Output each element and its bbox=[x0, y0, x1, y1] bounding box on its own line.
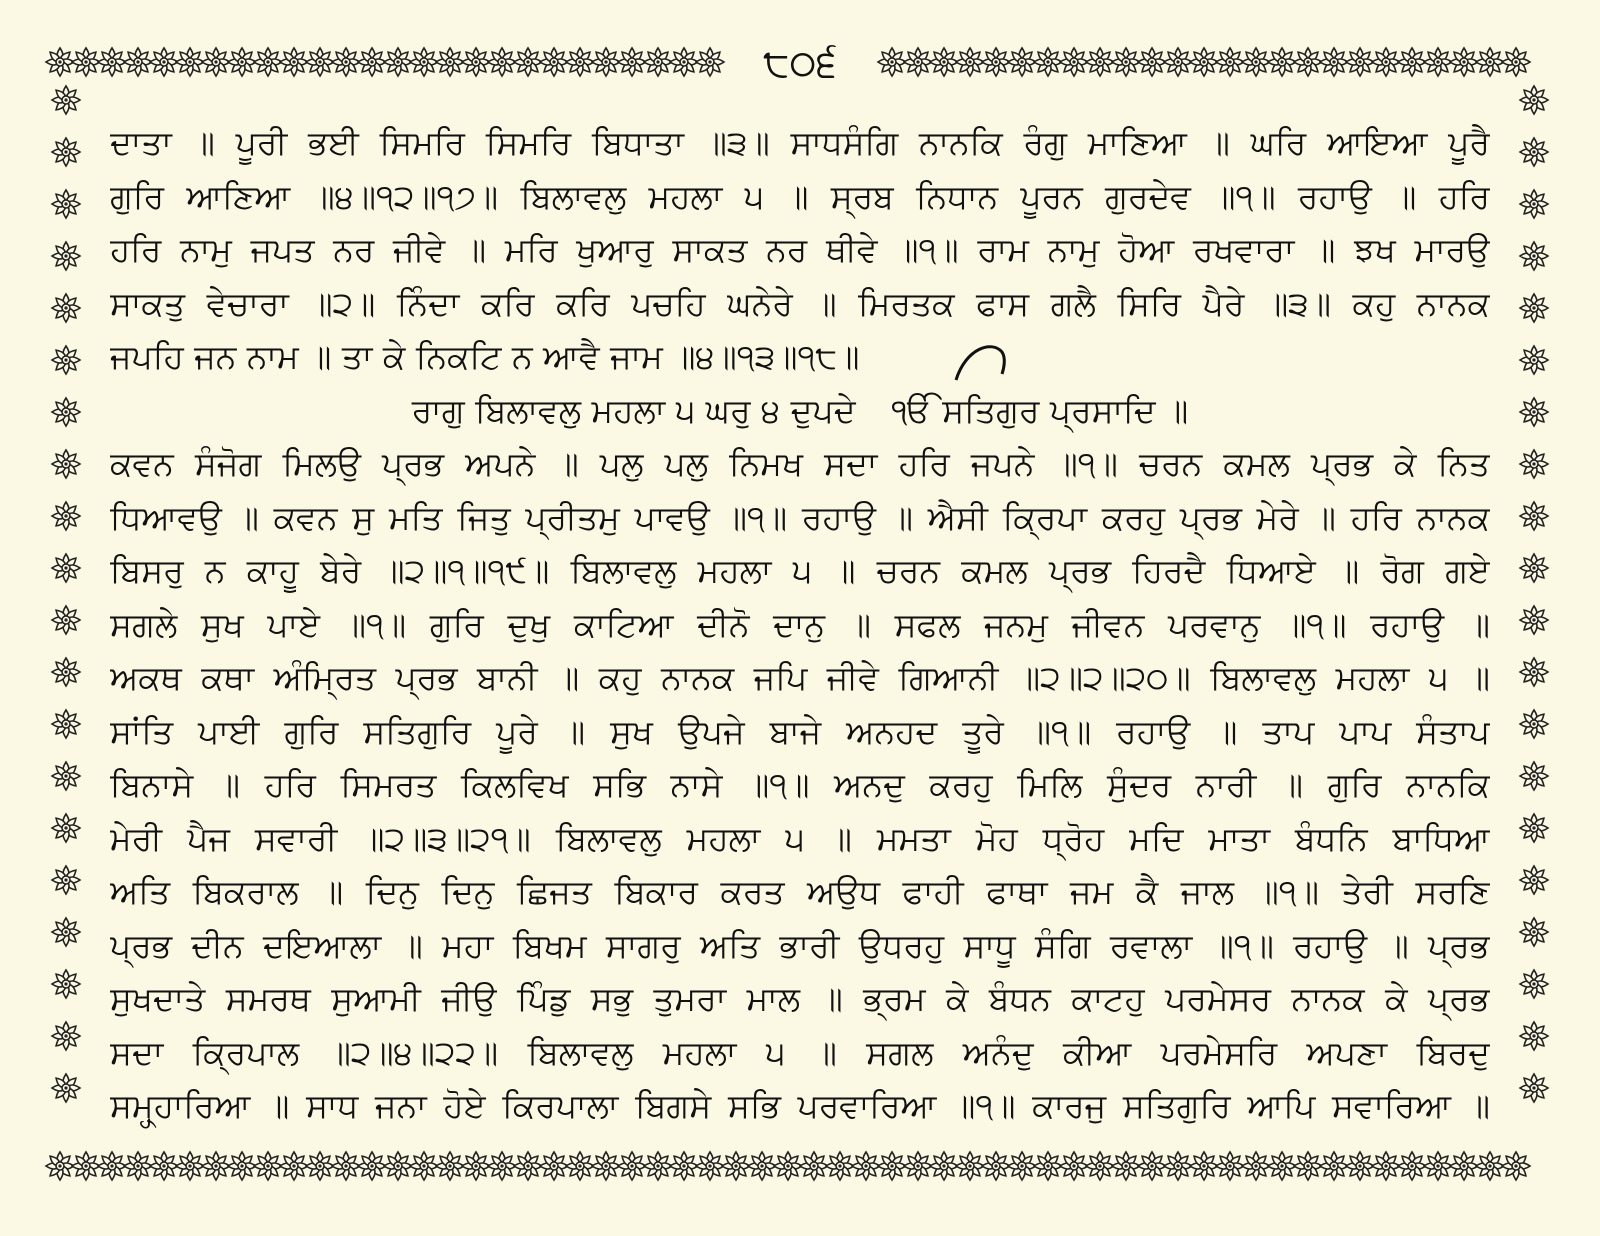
flower-ornament bbox=[228, 1152, 256, 1180]
flower-ornament bbox=[1216, 1152, 1244, 1180]
flower-ornament bbox=[670, 1152, 698, 1180]
flower-ornament bbox=[696, 1152, 724, 1180]
flower-ornament bbox=[1164, 48, 1192, 76]
flower-ornament bbox=[982, 1152, 1010, 1180]
flower-ornament bbox=[930, 48, 958, 76]
flower-ornament bbox=[410, 48, 438, 76]
flower-ornament bbox=[280, 1152, 308, 1180]
flower-ornament bbox=[1060, 48, 1088, 76]
flower-ornament bbox=[176, 48, 204, 76]
flower-ornament bbox=[52, 970, 80, 998]
flower-ornament bbox=[1424, 48, 1452, 76]
flower-ornament bbox=[540, 48, 568, 76]
flower-ornament bbox=[46, 48, 74, 76]
flower-ornament bbox=[52, 138, 80, 166]
page-number: ੮੦੬ bbox=[763, 40, 837, 86]
flower-ornament bbox=[1086, 1152, 1114, 1180]
flower-ornament bbox=[1520, 138, 1548, 166]
flower-ornament bbox=[1008, 1152, 1036, 1180]
flower-ornament bbox=[618, 48, 646, 76]
text-line: ਗੁਰਿ ਆਣਿਆ ॥੪॥੧੨॥੧੭॥ ਬਿਲਾਵਲੁ ਮਹਲਾ ੫ ॥ ਸ੍ਰਬ ਨਿਧਾਨ ਪੂਰਨ ਗੁਰਦੇਵ ॥੧॥ ਰਹਾਉ ॥ ਹਰਿ bbox=[110, 176, 1490, 216]
flower-ornament bbox=[1502, 48, 1530, 76]
flower-ornament bbox=[52, 502, 80, 530]
flower-ornament bbox=[904, 1152, 932, 1180]
flower-ornament bbox=[1294, 48, 1322, 76]
flower-ornament bbox=[1520, 190, 1548, 218]
flower-ornament bbox=[722, 1152, 750, 1180]
flower-ornament bbox=[1450, 48, 1478, 76]
flower-ornament bbox=[98, 1152, 126, 1180]
flower-ornament bbox=[800, 1152, 828, 1180]
flower-ornament bbox=[52, 658, 80, 686]
flower-ornament bbox=[306, 48, 334, 76]
flower-ornament bbox=[52, 814, 80, 842]
raag-heading: ਰਾਗੁ ਬਿਲਾਵਲੁ ਮਹਲਾ ੫ ਘਰੁ ੪ ਦੁਪਦੇ bbox=[411, 390, 856, 430]
flower-ornament bbox=[52, 346, 80, 374]
text-line: ਪ੍ਰਭ ਦੀਨ ਦਇਆਲਾ ॥ ਮਹਾ ਬਿਖਮ ਸਾਗਰੁ ਅਤਿ ਭਾਰੀ ਉਧਰਹੁ ਸਾਧੂ ਸੰਗਿ ਰਵਾਲਾ ॥੧॥ ਰਹਾਉ ॥ ਪ੍ਰਭ bbox=[110, 925, 1490, 965]
flower-ornament bbox=[1520, 710, 1548, 738]
flower-ornament bbox=[488, 1152, 516, 1180]
flower-ornament bbox=[1520, 814, 1548, 842]
flower-ornament bbox=[514, 48, 542, 76]
flower-ornament bbox=[384, 1152, 412, 1180]
flower-ornament bbox=[904, 48, 932, 76]
flower-ornament bbox=[1476, 48, 1504, 76]
flower-ornament bbox=[514, 1152, 542, 1180]
flower-ornament bbox=[1520, 346, 1548, 374]
flower-ornament bbox=[202, 48, 230, 76]
flower-ornament bbox=[176, 1152, 204, 1180]
flower-ornament bbox=[436, 48, 464, 76]
flower-ornament bbox=[52, 762, 80, 790]
flower-ornament bbox=[488, 48, 516, 76]
flower-ornament bbox=[52, 606, 80, 634]
flower-ornament bbox=[384, 48, 412, 76]
flower-ornament bbox=[1520, 86, 1548, 114]
flower-ornament bbox=[748, 1152, 776, 1180]
flower-ornament bbox=[436, 1152, 464, 1180]
flower-ornament bbox=[930, 1152, 958, 1180]
flower-ornament bbox=[1268, 1152, 1296, 1180]
flower-ornament bbox=[254, 1152, 282, 1180]
flower-ornament bbox=[124, 48, 152, 76]
flower-ornament bbox=[1138, 48, 1166, 76]
flower-ornament bbox=[332, 48, 360, 76]
flower-ornament bbox=[52, 866, 80, 894]
flower-ornament bbox=[1112, 48, 1140, 76]
flower-ornament bbox=[1520, 242, 1548, 270]
flower-ornament bbox=[52, 294, 80, 322]
flower-ornament bbox=[1520, 294, 1548, 322]
flower-ornament bbox=[72, 48, 100, 76]
flower-ornament bbox=[462, 48, 490, 76]
flower-ornament bbox=[124, 1152, 152, 1180]
flower-ornament bbox=[280, 48, 308, 76]
flower-ornament bbox=[228, 48, 256, 76]
flower-ornament bbox=[1520, 866, 1548, 894]
flower-ornament bbox=[956, 48, 984, 76]
text-line: ਸਾਕਤੁ ਵੇਚਾਰਾ ॥੨॥ ਨਿੰਦਾ ਕਰਿ ਕਰਿ ਪਚਹਿ ਘਨੇਰੇ ॥ ਮਿਰਤਕ ਫਾਸ ਗਲੈ ਸਿਰਿ ਪੈਰੇ ॥੩॥ ਕਹੁ ਨਾਨਕ bbox=[110, 283, 1490, 323]
text-line: ਸਗਲੇ ਸੁਖ ਪਾਏ ॥੧॥ ਗੁਰਿ ਦੁਖੁ ਕਾਟਿਆ ਦੀਨੋ ਦਾਨੁ ॥ ਸਫਲ ਜਨਮੁ ਜੀਵਨ ਪਰਵਾਨੁ ॥੧॥ ਰਹਾਉ ॥ bbox=[110, 604, 1490, 644]
flower-ornament bbox=[410, 1152, 438, 1180]
flower-ornament bbox=[644, 48, 672, 76]
flower-ornament bbox=[1138, 1152, 1166, 1180]
flower-ornament bbox=[1520, 554, 1548, 582]
flower-ornament bbox=[46, 1152, 74, 1180]
flower-ornament bbox=[1450, 1152, 1478, 1180]
flower-ornament bbox=[1164, 1152, 1192, 1180]
text-line: ਮੇਰੀ ਪੈਜ ਸਵਾਰੀ ॥੨॥੩॥੨੧॥ ਬਿਲਾਵਲੁ ਮਹਲਾ ੫ ॥ ਮਮਤਾ ਮੋਹ ਧ੍ਰੋਹ ਮਦਿ ਮਾਤਾ ਬੰਧਨਿ ਬਾਧਿਆ bbox=[110, 818, 1490, 858]
flower-ornament bbox=[202, 1152, 230, 1180]
flower-ornament bbox=[358, 48, 386, 76]
flower-ornament bbox=[1398, 48, 1426, 76]
flower-ornament bbox=[1520, 606, 1548, 634]
text-line: ਕਵਨ ਸੰਜੋਗ ਮਿਲਉ ਪ੍ਰਭ ਅਪਨੇ ॥ ਪਲੁ ਪਲੁ ਨਿਮਖ ਸਦਾ ਹਰਿ ਜਪਨੇ ॥੧॥ ਚਰਨ ਕਮਲ ਪ੍ਰਭ ਕੇ ਨਿਤ bbox=[110, 444, 1490, 483]
text-line: ਅਤਿ ਬਿਕਰਾਲ ॥ ਦਿਨੁ ਦਿਨੁ ਛਿਜਤ ਬਿਕਾਰ ਕਰਤ ਅਉਧ ਫਾਹੀ ਫਾਥਾ ਜਮ ਕੈ ਜਾਲ ॥੧॥ ਤੇਰੀ ਸਰਣਿ bbox=[110, 872, 1490, 911]
flower-ornament bbox=[1520, 970, 1548, 998]
flower-ornament bbox=[1294, 1152, 1322, 1180]
invocation-heading: ੴ ਸਤਿਗੁਰ ਪ੍ਰਸਾਦਿ ॥ bbox=[891, 390, 1189, 430]
text-line: ਬਿਨਾਸੇ ॥ ਹਰਿ ਸਿਮਰਤ ਕਿਲਵਿਖ ਸਭਿ ਨਾਸੇ ॥੧॥ ਅਨਦੁ ਕਰਹੁ ਮਿਲਿ ਸੁੰਦਰ ਨਾਰੀ ॥ ਗੁਰਿ ਨਾਨਕਿ bbox=[110, 765, 1490, 804]
text-line: ਦਾਤਾ ॥ ਪੂਰੀ ਭਈ ਸਿਮਰਿ ਸਿਮਰਿ ਬਿਧਾਤਾ ॥੩॥ ਸਾਧਸੰਗਿ ਨਾਨਕਿ ਰੰਗੁ ਮਾਣਿਆ ॥ ਘਰਿ ਆਇਆ ਪੂਰੈ bbox=[110, 123, 1490, 162]
flower-ornament bbox=[826, 1152, 854, 1180]
flower-ornament bbox=[566, 1152, 594, 1180]
flower-ornament bbox=[1112, 1152, 1140, 1180]
flower-ornament bbox=[72, 1152, 100, 1180]
flower-ornament bbox=[306, 1152, 334, 1180]
flower-ornament bbox=[1520, 450, 1548, 478]
text-line: ਸਮ੍ਹ੍ਹਾਰਿਆ ॥ ਸਾਧ ਜਨਾ ਹੋਏ ਕਿਰਪਾਲਾ ਬਿਗਸੇ ਸਭਿ ਪਰਵਾਰਿਆ ॥੧॥ ਕਾਰਜੁ ਸਤਿਗੁਰਿ ਆਪਿ ਸਵਾਰਿਆ ॥ bbox=[110, 1086, 1490, 1125]
flower-ornament bbox=[1398, 1152, 1426, 1180]
flower-ornament bbox=[618, 1152, 646, 1180]
flower-ornament bbox=[1520, 762, 1548, 790]
flower-ornament bbox=[1320, 1152, 1348, 1180]
flower-ornament bbox=[1242, 1152, 1270, 1180]
flower-ornament bbox=[1372, 1152, 1400, 1180]
flower-ornament bbox=[956, 1152, 984, 1180]
flower-ornament bbox=[1520, 502, 1548, 530]
text-line: ਸਦਾ ਕ੍ਰਿਪਾਲ ॥੨॥੪॥੨੨॥ ਬਿਲਾਵਲੁ ਮਹਲਾ ੫ ॥ ਸਗਲ ਅਨੰਦੁ ਕੀਆ ਪਰਮੇਸਰਿ ਅਪਣਾ ਬਿਰਦੁ bbox=[110, 1032, 1490, 1072]
flower-ornament bbox=[1034, 1152, 1062, 1180]
flower-ornament bbox=[462, 1152, 490, 1180]
section-heading bbox=[110, 384, 1490, 438]
flower-ornament bbox=[52, 554, 80, 582]
flower-ornament bbox=[254, 48, 282, 76]
flower-ornament bbox=[592, 48, 620, 76]
flower-ornament bbox=[150, 48, 178, 76]
text-line: ਹਰਿ ਨਾਮੁ ਜਪਤ ਨਰ ਜੀਵੇ ॥ ਮਰਿ ਖੁਆਰੁ ਸਾਕਤ ਨਰ ਥੀਵੇ ॥੧॥ ਰਾਮ ਨਾਮੁ ਹੋਆ ਰਖਵਾਰਾ ॥ ਝਖ ਮਾਰਉ bbox=[110, 230, 1490, 269]
flower-ornament bbox=[644, 1152, 672, 1180]
text-line: ਧਿਆਵਉ ॥ ਕਵਨ ਸੁ ਮਤਿ ਜਿਤੁ ਪ੍ਰੀਤਮੁ ਪਾਵਉ ॥੧॥ ਰਹਾਉ ॥ ਐਸੀ ਕ੍ਰਿਪਾ ਕਰਹੁ ਪ੍ਰਭ ਮੇਰੇ ॥ ਹਰਿ ਨਾਨਕ bbox=[110, 497, 1490, 537]
flower-ornament bbox=[1424, 1152, 1452, 1180]
flower-ornament bbox=[52, 450, 80, 478]
text-line: ਅਕਥ ਕਥਾ ਅੰਮ੍ਰਿਤ ਪ੍ਰਭ ਬਾਨੀ ॥ ਕਹੁ ਨਾਨਕ ਜਪਿ ਜੀਵੇ ਗਿਆਨੀ ॥੨॥੨॥੨੦॥ ਬਿਲਾਵਲੁ ਮਹਲਾ ੫ ॥ bbox=[110, 658, 1490, 697]
ek-onkar-arc bbox=[952, 338, 1022, 388]
flower-ornament bbox=[52, 1074, 80, 1102]
flower-ornament bbox=[540, 1152, 568, 1180]
flower-ornament bbox=[1008, 48, 1036, 76]
flower-ornament bbox=[1268, 48, 1296, 76]
flower-ornament bbox=[358, 1152, 386, 1180]
flower-ornament bbox=[52, 1022, 80, 1050]
flower-ornament bbox=[1502, 1152, 1530, 1180]
flower-ornament bbox=[1346, 48, 1374, 76]
flower-ornament bbox=[566, 48, 594, 76]
flower-ornament bbox=[332, 1152, 360, 1180]
flower-ornament bbox=[52, 190, 80, 218]
flower-ornament bbox=[774, 1152, 802, 1180]
flower-ornament bbox=[1520, 918, 1548, 946]
flower-ornament bbox=[1520, 658, 1548, 686]
flower-ornament bbox=[1242, 48, 1270, 76]
text-line: ਸੁਖਦਾਤੇ ਸਮਰਥ ਸੁਆਮੀ ਜੀਉ ਪਿੰਡੁ ਸਭੁ ਤੁਮਰਾ ਮਾਲ ॥ ਭ੍ਰਮ ਕੇ ਬੰਧਨ ਕਾਟਹੁ ਪਰਮੇਸਰ ਨਾਨਕ ਕੇ ਪ੍ਰਭ bbox=[110, 979, 1490, 1018]
gurbani-text bbox=[110, 116, 1490, 1133]
flower-ornament bbox=[1060, 1152, 1088, 1180]
flower-ornament bbox=[878, 1152, 906, 1180]
flower-ornament bbox=[1086, 48, 1114, 76]
flower-ornament bbox=[852, 1152, 880, 1180]
flower-ornament bbox=[1476, 1152, 1504, 1180]
flower-ornament bbox=[52, 918, 80, 946]
flower-ornament bbox=[982, 48, 1010, 76]
flower-ornament bbox=[1372, 48, 1400, 76]
flower-ornament bbox=[1216, 48, 1244, 76]
flower-ornament bbox=[1346, 1152, 1374, 1180]
flower-ornament bbox=[1320, 48, 1348, 76]
flower-ornament bbox=[52, 710, 80, 738]
text-line: ਜਪਹਿ ਜਨ ਨਾਮ ॥ ਤਾ ਕੇ ਨਿਕਟਿ ਨ ਆਵੈ ਜਾਮ ॥੪॥੧੩॥੧੮॥ bbox=[110, 337, 860, 376]
flower-ornament bbox=[592, 1152, 620, 1180]
flower-ornament bbox=[52, 86, 80, 114]
text-line: ਬਿਸਰੁ ਨ ਕਾਹੂ ਬੇਰੇ ॥੨॥੧॥੧੯॥ ਬਿਲਾਵਲੁ ਮਹਲਾ ੫ ॥ ਚਰਨ ਕਮਲ ਪ੍ਰਭ ਹਿਰਦੈ ਧਿਆਏ ॥ ਰੋਗ ਗਏ bbox=[110, 551, 1490, 590]
flower-ornament bbox=[1520, 1074, 1548, 1102]
flower-ornament bbox=[1520, 1022, 1548, 1050]
flower-ornament bbox=[52, 398, 80, 426]
flower-ornament bbox=[98, 48, 126, 76]
flower-ornament bbox=[1190, 1152, 1218, 1180]
flower-ornament bbox=[150, 1152, 178, 1180]
flower-ornament bbox=[1034, 48, 1062, 76]
flower-ornament bbox=[1520, 398, 1548, 426]
text-line: ਸਾਂਤਿ ਪਾਈ ਗੁਰਿ ਸਤਿਗੁਰਿ ਪੂਰੇ ॥ ਸੁਖ ਉਪਜੇ ਬਾਜੇ ਅਨਹਦ ਤੂਰੇ ॥੧॥ ਰਹਾਉ ॥ ਤਾਪ ਪਾਪ ਸੰਤਾਪ bbox=[110, 711, 1490, 751]
flower-ornament bbox=[52, 242, 80, 270]
flower-ornament bbox=[1190, 48, 1218, 76]
flower-ornament bbox=[670, 48, 698, 76]
